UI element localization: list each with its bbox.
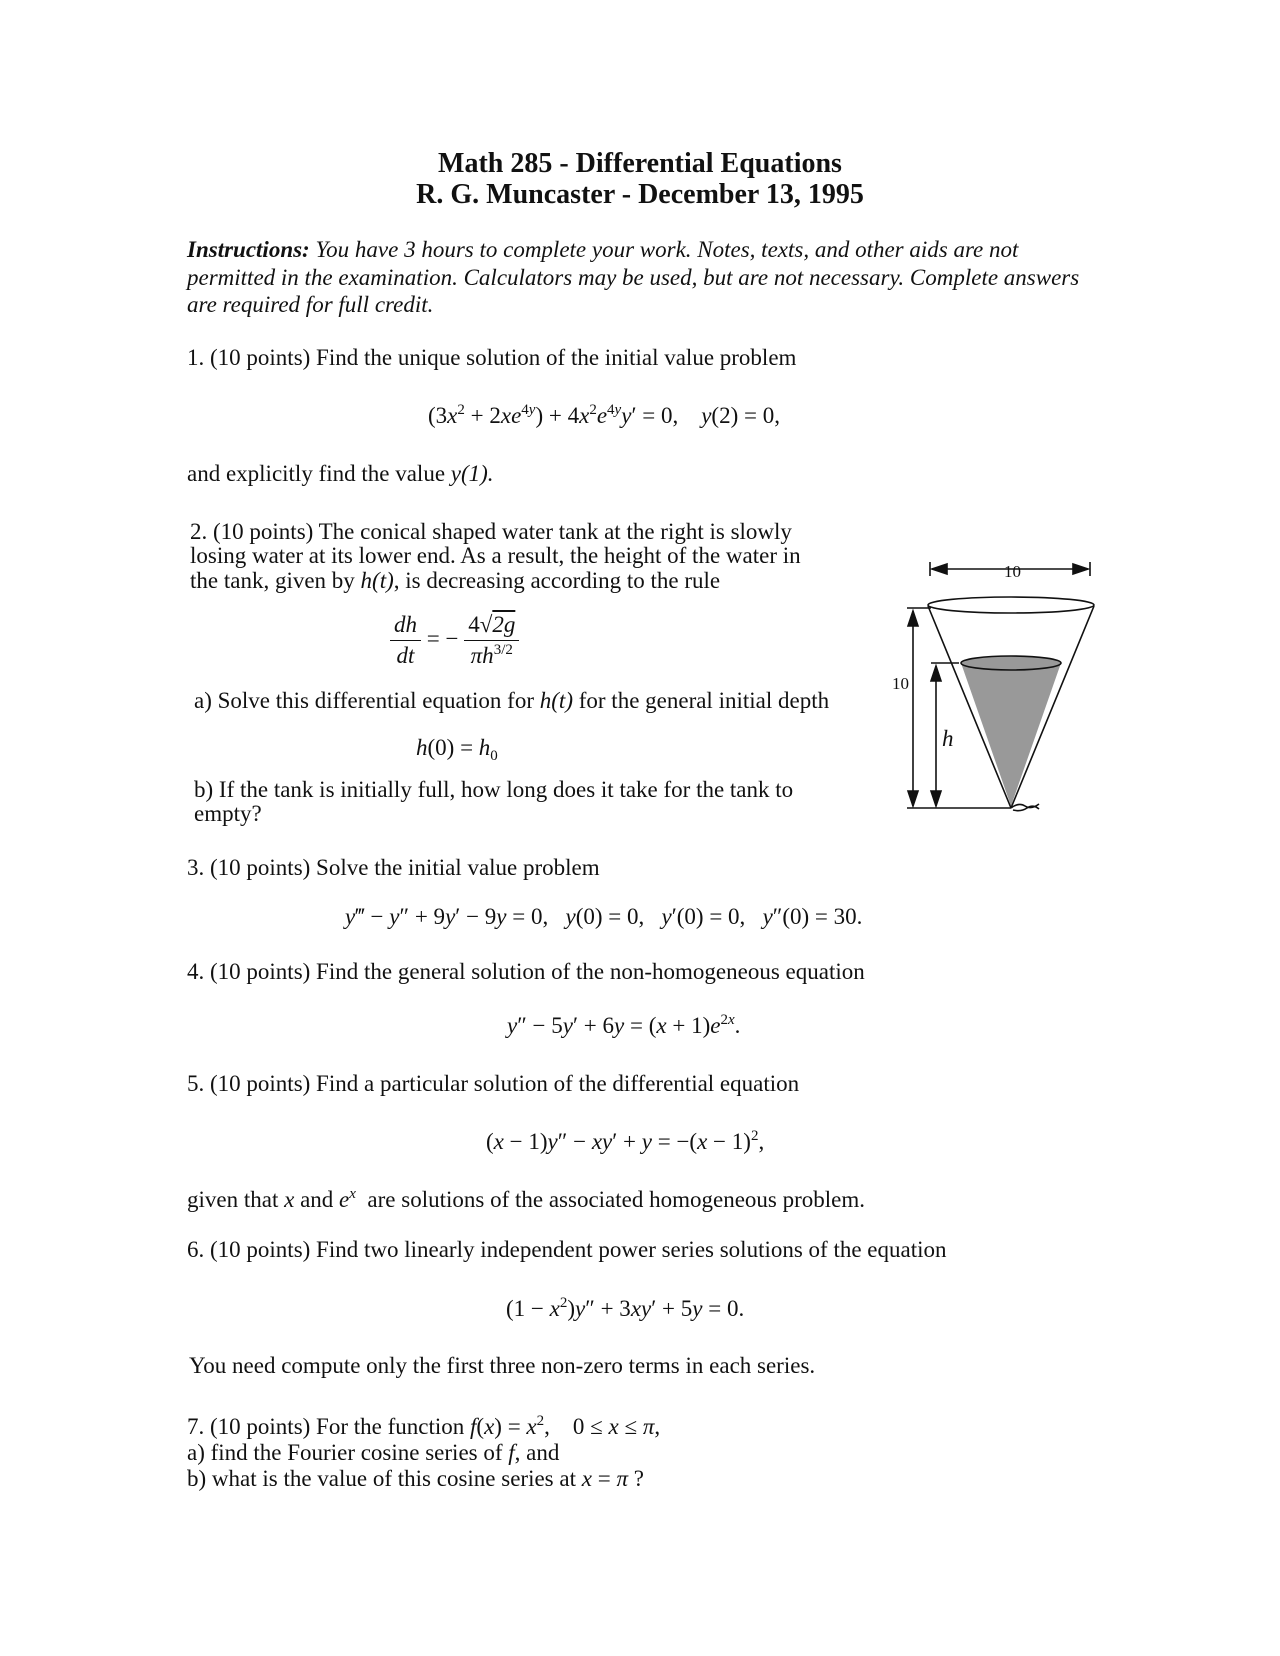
problem-7-part-b-suffix: ? [633,1466,644,1491]
problem-5-intro: 5. (10 points) Find a particular solution of the differential equation [187,1071,800,1096]
problem-1-outro-text: and explicitly find the value [187,461,446,486]
problem-5-outro: given that x and $e^x$ are solutions of the associated homogeneous problem. [187,1186,865,1212]
problem-5-outro-prefix: given that [187,1187,279,1212]
problem-2-part-a-text: a) Solve this differential equation for [194,688,535,713]
problem-6-equation: $(1 - x^2)y'' + 3xy' + 5y = 0$. [506,1295,745,1321]
problem-7-part-a [187,1440,559,1466]
instructions-text: You have 3 hours to complete your work. Notes, texts, and other aids are not permitted in the examination. Calculators may be used, but are not necessary. Complete answers are required for full credit. [187,237,1080,317]
problem-7-part-b-text: b) what is the value of this cosine series at [187,1466,576,1491]
problem-2-line2: losing water at its lower end. As a result, the height of the water in [190,543,801,568]
problem-2-part-b-line2: empty? [194,801,262,826]
problem-5-outro-suffix: are solutions of the associated homogeneous problem. [367,1187,865,1212]
problem-7-part-a-text: a) find the Fourier cosine series of [187,1440,503,1465]
problem-4-intro: 4. (10 points) Find the general solution of the non-homogeneous equation [187,959,865,984]
water-volume [961,663,1061,806]
leak-icon [1011,804,1039,811]
water-dim-arrow-top [931,666,941,681]
problem-2-part-a-suffix: for the general initial depth [578,688,830,713]
exam-title: Math 285 - Differential Equations [438,148,842,179]
problem-6-intro: 6. (10 points) Find two linearly independent power series solutions of the equation [187,1237,947,1262]
problem-1-outro-value: y(1). [450,461,494,486]
water-dim-arrow-bottom [931,791,941,806]
problem-3-intro: 3. (10 points) Solve the initial value problem [187,855,600,880]
dh-dt-fraction: $\frac{dh}{dt}$ [390,612,421,669]
problem-2-line3-var: h(t) [360,568,394,593]
water-height-label: h [942,726,954,751]
problem-1-outro [187,461,494,487]
problem-7-intro: 7. (10 points) For the function $f(x) = x^2$, 0 ≤ x ≤ π, [187,1413,661,1439]
problem-7-part-a-f: f [508,1440,515,1465]
problem-7-part-a-suffix: , and [514,1440,560,1465]
problem-2-part-a [194,688,829,714]
width-dim-arrow-left [932,564,947,574]
problem-1-equation: $(3x^2 + 2xe^{4y}) + 4x^2e^{4y}y' = 0$, y(2) = 0, [428,402,780,428]
problem-2-ode: $\frac{dh}{dt}$ = − $\frac{4√2g}{\pi h^{3/2}}$ [390,612,519,669]
problem-5-outro-and: and [300,1187,334,1212]
problem-6-outro: You need compute only the first three non-zero terms in each series. [189,1353,816,1378]
problem-2-line3 [190,568,720,594]
height-dim-arrow-bottom [908,791,918,806]
problem-4-equation: $y'' - 5y' + 6y = (x + 1)e^{2x}$. [507,1012,741,1038]
problem-2-line3-suffix: , is decreasing according to the rule [393,568,721,593]
water-surface [961,656,1061,670]
rate-fraction: $\frac{4√2g}{\pi h^{3/2}}$ [464,612,519,669]
height-dim-arrow-top [908,611,918,626]
problem-5-equation: $(x - 1)y'' - xy' + y = -(x - 1)^2$, [486,1128,765,1154]
width-dim-arrow-right [1073,564,1088,574]
problem-7-part-b: b) what is the value of this cosine series at x = π ? [187,1466,644,1491]
cone-rim [928,597,1094,613]
exam-author-date: R. G. Muncaster - December 13, 1995 [416,179,864,210]
instructions-label: Instructions: [187,237,310,262]
instructions [187,236,1087,319]
problem-2-part-a-var: h(t) [539,688,573,713]
problem-2-initial-condition: $h(0) = h_0$ [416,735,498,764]
problem-2-line3-prefix: the tank, given by [190,568,355,593]
problem-2-part-b-line1: b) If the tank is initially full, how long does it take for the tank to [194,777,794,802]
height-label: 10 [892,674,909,693]
problem-3-equation: y‴ − y″ + 9y′ − 9y = 0, y(0) = 0, y′(0) = 0, y″(0) = 30. [345,904,863,929]
problem-2-line1: 2. (10 points) The conical shaped water tank at the right is slowly [190,519,792,544]
problem-1-intro: 1. (10 points) Find the unique solution of the initial value problem [187,345,797,370]
width-label: 10 [1004,562,1021,581]
conical-tank-figure [895,556,1115,826]
problem-7-intro-text: 7. (10 points) For the function [187,1414,465,1439]
